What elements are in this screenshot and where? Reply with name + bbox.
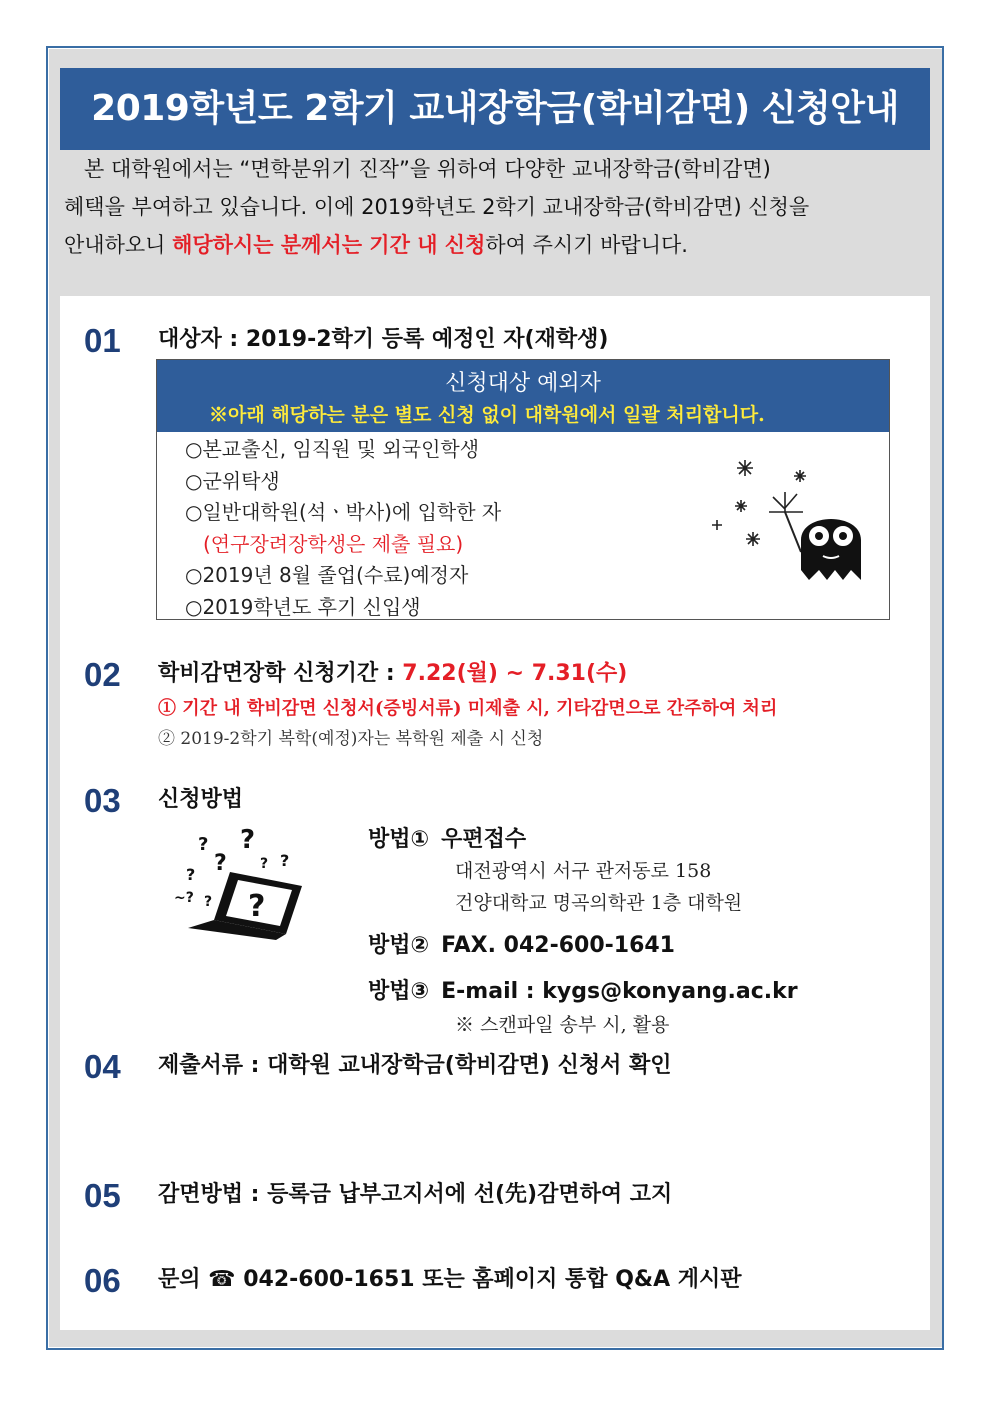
section-number-03: 03 (84, 782, 121, 819)
method-1 (368, 822, 526, 853)
method-3 (368, 974, 798, 1005)
svg-text:?: ? (280, 851, 290, 870)
intro-line-2: 혜택을 부여하고 있습니다. 이에 2019학년도 2학기 교내장학금(학비감면) 신청을 (64, 195, 810, 219)
fax-number: FAX. 042-600-1641 (441, 933, 675, 958)
email-address: E-mail : kygs@konyang.ac.kr (441, 979, 798, 1004)
svg-text:?: ? (204, 894, 213, 910)
svg-text:?: ? (186, 865, 196, 884)
section-heading-06: 문의 ☎ 042-600-1651 또는 홈페이지 통합 Q&A 게시판 (158, 1267, 742, 1292)
exception-item: ○본교출신, 임직원 및 외국인학생 (185, 437, 480, 461)
sparkler-creature-icon (705, 452, 875, 592)
svg-text:?: ? (248, 889, 266, 924)
svg-text:~?: ~? (174, 890, 194, 906)
intro-highlight: 해당하시는 분께서는 기간 내 신청 (172, 233, 486, 257)
method-1-value: 우편접수 (441, 827, 527, 852)
section-heading-05: 감면방법 : 등록금 납부고지서에 선(先)감면하여 고지 (158, 1182, 673, 1207)
exception-item: ○일반대학원(석ㆍ박사)에 입학한 자 (185, 500, 502, 524)
intro-line (64, 226, 928, 264)
intro-line-3-pre: 안내하오니 (64, 233, 173, 257)
exception-box (156, 359, 890, 620)
method-2 (368, 928, 675, 959)
section-number-02: 02 (84, 656, 121, 693)
intro-line-3-post: 하여 주시기 바랍니다. (485, 233, 688, 257)
period-label: 학비감면장학 신청기간 : (158, 661, 403, 686)
section-number-01: 01 (84, 322, 121, 359)
svg-text:?: ? (260, 856, 269, 872)
intro-line (64, 150, 928, 188)
svg-text:?: ? (214, 851, 227, 876)
address-line-1: 대전광역시 서구 관저동로 158 (455, 860, 712, 882)
method-2-label: 방법② (368, 933, 430, 958)
section-number-06: 06 (84, 1262, 121, 1299)
section-heading-03: 신청방법 (158, 787, 244, 812)
intro-line (64, 188, 928, 226)
intro-paragraph (64, 150, 928, 264)
address-line-2: 건양대학교 명곡의학관 1층 대학원 (455, 892, 743, 914)
svg-text:?: ? (198, 834, 209, 855)
exception-item-note: (연구장려장학생은 제출 필요) (203, 531, 464, 556)
email-note: ※ 스캔파일 송부 시, 활용 (455, 1014, 670, 1036)
section-heading-02 (158, 656, 627, 687)
period-note-1: ① 기간 내 학비감면 신청서(증빙서류) 미제출 시, 기타감면으로 간주하여 처리 (158, 698, 778, 719)
page-title: 2019학년도 2학기 교내장학금(학비감면) 신청안내 (60, 68, 930, 150)
question-laptop-icon (168, 828, 310, 940)
exception-box-subtitle: ※아래 해당하는 분은 별도 신청 없이 대학원에서 일괄 처리합니다. (209, 404, 765, 426)
intro-line-1: 본 대학원에서는 “면학분위기 진작”을 위하여 다양한 교내장학금(학비감면) (84, 157, 771, 181)
exception-item: ○2019학년도 후기 신입생 (185, 594, 421, 619)
exception-item: ○2019년 8월 졸업(수료)예정자 (185, 563, 469, 587)
exception-box-header (157, 360, 889, 432)
section-heading-01: 대상자 : 2019-2학기 등록 예정인 자(재학생) (158, 327, 609, 352)
exception-box-title: 신청대상 예외자 (445, 371, 601, 396)
exception-list (185, 434, 501, 623)
section-heading-04: 제출서류 : 대학원 교내장학금(학비감면) 신청서 확인 (158, 1053, 672, 1078)
svg-text:?: ? (240, 828, 256, 855)
period-note-2: ② 2019-2학기 복학(예정)자는 복학원 제출 시 신청 (158, 729, 544, 749)
method-3-label: 방법③ (368, 979, 430, 1004)
section-number-04: 04 (84, 1048, 121, 1085)
period-value: 7.22(월) ~ 7.31(수) (402, 661, 628, 686)
exception-item: ○군위탁생 (185, 468, 280, 493)
section-number-05: 05 (84, 1177, 121, 1214)
method-1-label: 방법① (368, 827, 430, 852)
